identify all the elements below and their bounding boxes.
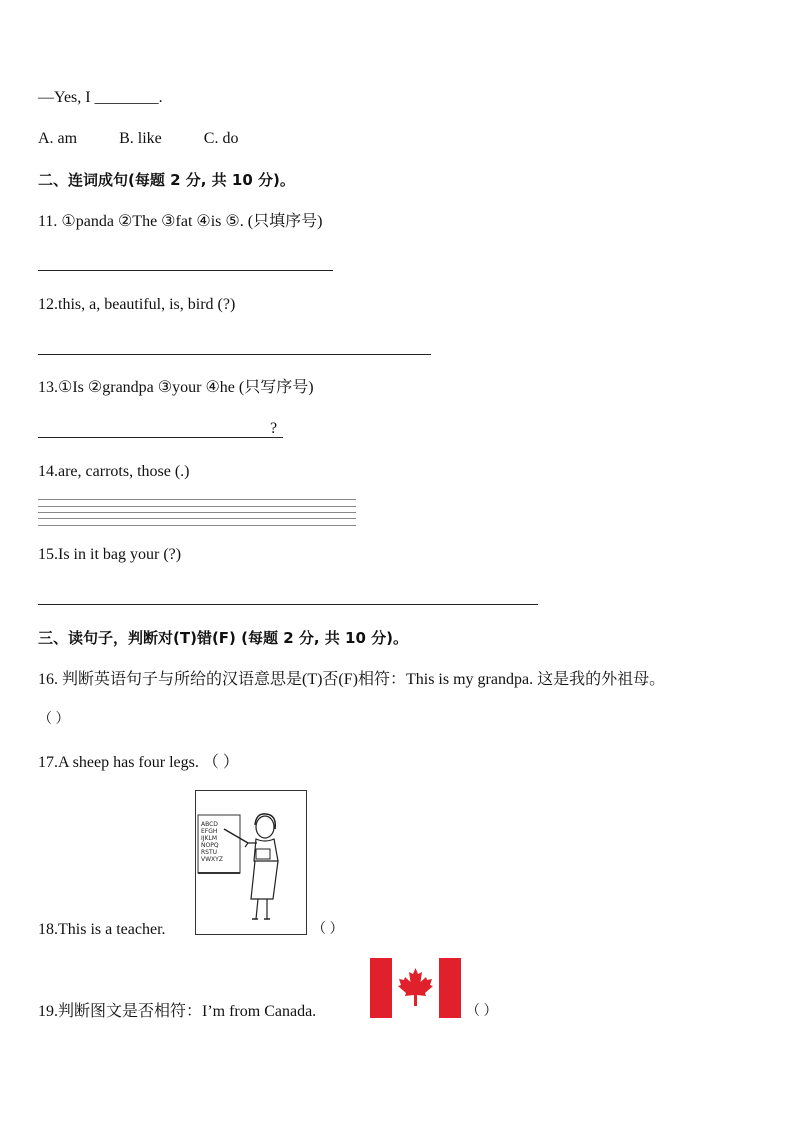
teacher-image <box>195 790 307 935</box>
option-a[interactable]: A. am <box>38 130 78 147</box>
canada-flag-image <box>370 958 461 1018</box>
board-letters <box>201 821 223 863</box>
canada-flag-icon <box>370 958 461 1018</box>
question-11: 11. ①panda ②The ③fat ④is ⑤. (只填序号) <box>38 213 323 230</box>
writing-rule <box>38 525 356 526</box>
answer-line-13[interactable] <box>38 437 283 438</box>
board-line: EFGH <box>201 828 218 835</box>
section-3-heading: 三、读句子，判断对(T)错(F) (每题 2 分, 共 10 分)。 <box>38 629 408 647</box>
answer-line-11[interactable] <box>38 270 333 271</box>
answer-line-15[interactable] <box>38 604 538 605</box>
board-line: ABCD <box>201 821 218 828</box>
question-18: 18.This is a teacher. <box>38 921 166 938</box>
answer-paren-19[interactable]: （ ） <box>466 1004 498 1019</box>
writing-rule <box>38 518 356 519</box>
question-15: 15.Is in it bag your (?) <box>38 546 182 563</box>
options-row <box>38 129 238 149</box>
question-19: 19.判断图文是否相符：I’m from Canada. <box>38 1003 317 1020</box>
question-17: 17.A sheep has four legs. （ ） <box>38 754 239 771</box>
question-13-mark: ? <box>270 420 278 437</box>
question-14: 14.are, carrots, those (.) <box>38 463 190 480</box>
board-line: VWXYZ <box>201 856 223 863</box>
board-line: NOPQ <box>201 842 219 849</box>
question-13: 13.①Is ②grandpa ③your ④he (只写序号) <box>38 379 314 396</box>
board-line: RSTU <box>201 849 218 856</box>
writing-rule <box>38 506 356 507</box>
section-2-heading: 二、连词成句(每题 2 分, 共 10 分)。 <box>38 171 295 189</box>
board-line: IJKLM <box>201 835 217 842</box>
answer-paren-16[interactable]: （ ） <box>38 712 70 727</box>
option-c[interactable]: C. do <box>203 130 239 147</box>
question-16: 16. 判断英语句子与所给的汉语意思是(T)否(F)相符：This is my grandpa. 这是我的外祖母。 <box>38 671 666 688</box>
writing-rule <box>38 499 356 500</box>
answer-line-12[interactable] <box>38 354 431 355</box>
writing-rule <box>38 512 356 513</box>
question-12: 12.this, a, beautiful, is, bird (?) <box>38 296 236 313</box>
answer-blank-line: —Yes, I ________. <box>38 89 163 106</box>
option-b[interactable]: B. like <box>119 130 162 147</box>
answer-paren-18[interactable]: （ ） <box>312 922 344 937</box>
